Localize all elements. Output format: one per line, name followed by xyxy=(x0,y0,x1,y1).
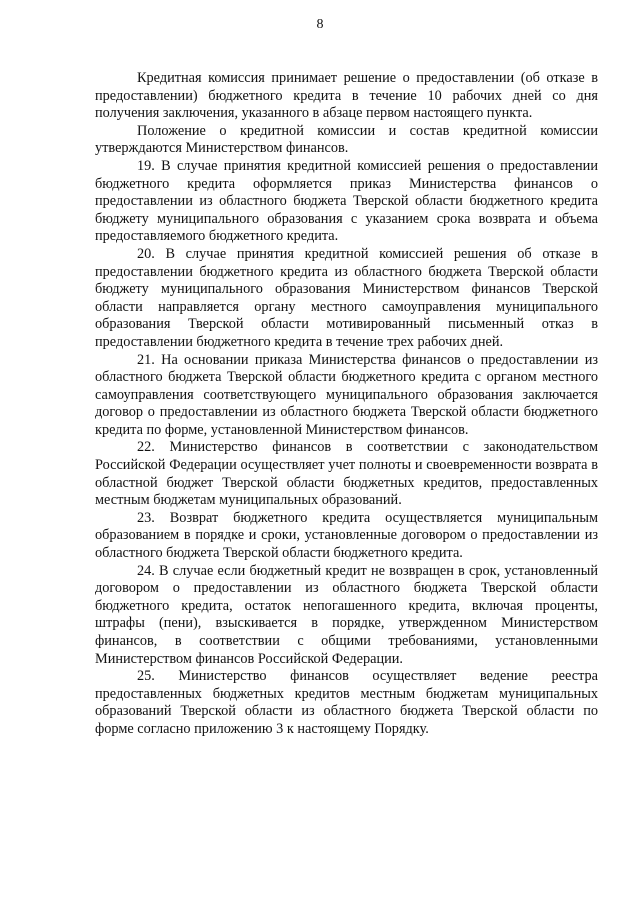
paragraph-item-22: 22. Министерство финансов в соответствии с законодательством Российской Федерации осуществляет учет полноты и своевременности возврата в областной бюджет Тверской области бюджетных кредитов, предоставленных местным бюджетам муниципальных образований. xyxy=(95,439,598,509)
paragraph-item-21: 21. На основании приказа Министерства финансов о предоставлении из областного бюджета Тверской области бюджетного кредита с органом местного самоуправления соответствующего муниципального образования заключается договор о предоставлении из областного бюджета Тверской области бюджетного кредита по форме, установленной Министерством финансов. xyxy=(95,351,598,438)
paragraph-commission-regulation: Положение о кредитной комиссии и состав кредитной комиссии утверждаются Министерством финансов. xyxy=(95,122,598,157)
paragraph-item-19: 19. В случае принятия кредитной комиссией решения о предоставлении бюджетного кредита оформляется приказ Министерства финансов о предоставлении из областного бюджета Тверской области бюджетного кредита бюджету муниципального образования с указанием срока возврата и объема предоставляемого бюджетного кредита. xyxy=(95,157,598,245)
paragraph-item-23: 23. Возврат бюджетного кредита осуществляется муниципальным образованием в порядке и сроки, установленные договором о предоставлении из областного бюджета Тверской области бюджетного кредита. xyxy=(95,509,598,562)
paragraph-item-24: 24. В случае если бюджетный кредит не возвращен в срок, установленный договором о предоставлении из областного бюджета Тверской области бюджетного кредита, остаток непогашенного кредита, включая проценты, штрафы (пени), взыскивается в порядке, утвержденном Министерством финансов, в соответствии с общими требованиями, установленными Министерством финансов Российской Федерации. xyxy=(95,562,598,667)
paragraph-credit-commission-decision: Кредитная комиссия принимает решение о предоставлении (об отказе в предоставлении) бюджетного кредита в течение 10 рабочих дней со дня получения заключения, указанного в абзаце первом настоящего пункта. xyxy=(95,70,598,122)
document-body xyxy=(95,70,598,739)
page-number: 8 xyxy=(316,17,324,32)
paragraph-item-20: 20. В случае принятия кредитной комиссией решения об отказе в предоставлении бюджетного кредита из областного бюджета Тверской области бюджету муниципального образования Министерством финансов Тверской области направляется органу местного самоуправления муниципального образования Тверской области мотивированный письменный отказ в предоставлении бюджетного кредита в течение трех рабочих дней. xyxy=(95,245,598,350)
paragraph-item-25: 25. Министерство финансов осуществляет ведение реестра предоставленных бюджетных кредитов местным бюджетам муниципальных образований Тверской области из областного бюджета Тверской области по форме согласно приложению 3 к настоящему Порядку. xyxy=(95,668,598,737)
